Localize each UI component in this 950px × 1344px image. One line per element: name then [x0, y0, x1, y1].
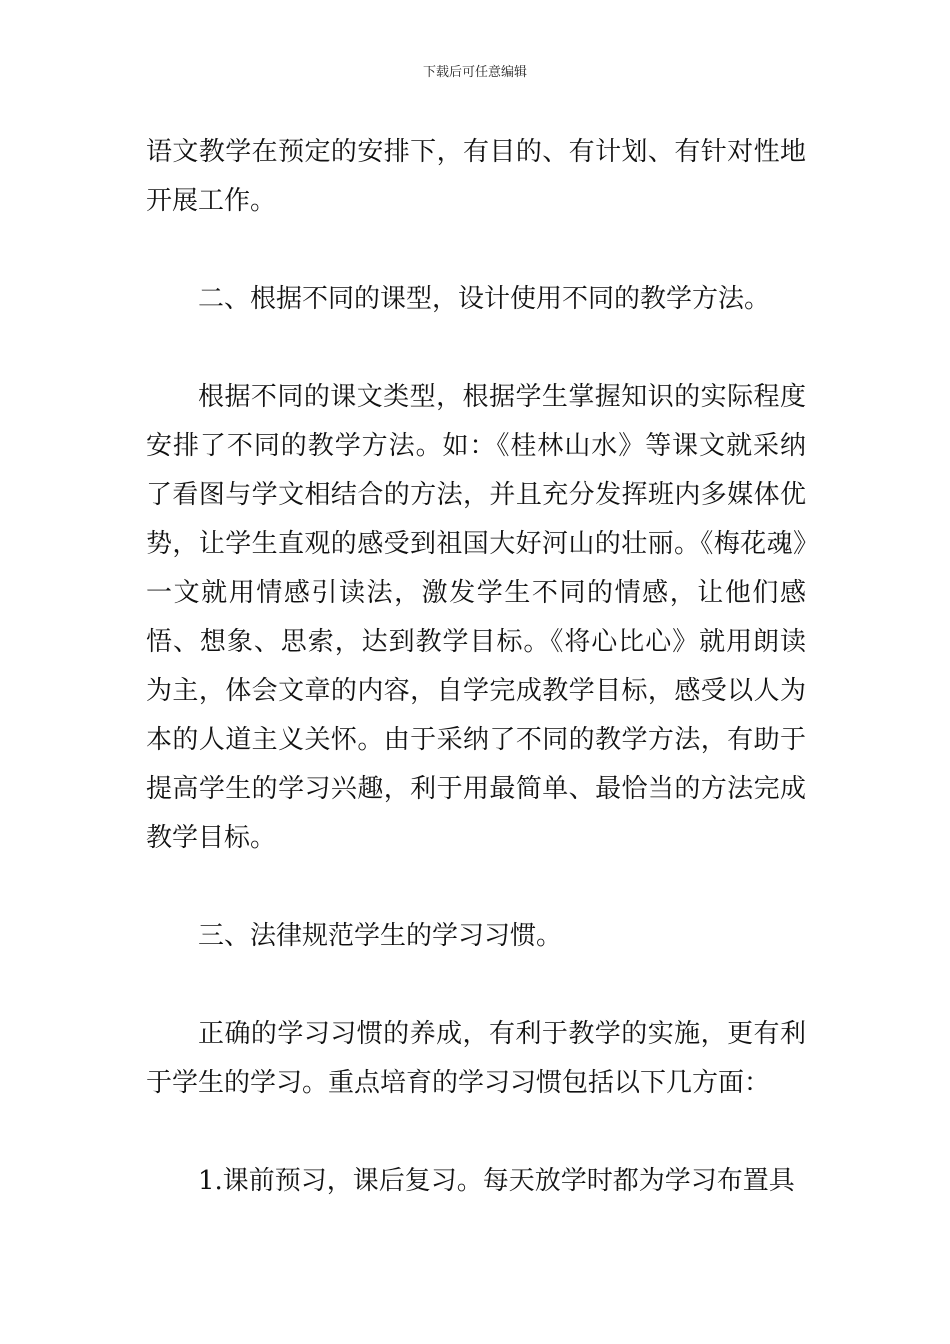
list-item-one: 1.课前预习，课后复习。每天放学时都为学习布置具 [198, 1166, 795, 1196]
document-body [146, 128, 806, 1206]
paragraph-teaching-methods: 根据不同的课文类型，根据学生掌握知识的实际程度安排了不同的教学方法。如：《桂林山水》等课文就采纳了看图与学文相结合的方法，并且充分发挥班内多媒体优势，让学生直观的感受到祖国大好河山的壮丽。《梅花魂》一文就用情感引读法，激发学生不同的情感，让他们感悟、想象、思索，达到教学目标。《将心比心》就用朗读为主，体会文章的内容，自学完成教学目标，感受以人为本的人道主义关怀。由于采纳了不同的教学方法，有助于提高学生的学习兴趣，利于用最简单、最恰当的方法完成教学目标。 [146, 382, 806, 853]
section-heading-three: 三、法律规范学生的学习习惯。 [198, 921, 563, 951]
section-heading-two: 二、根据不同的课型，设计使用不同的教学方法。 [198, 284, 771, 314]
paragraph-study-habits: 正确的学习习惯的养成，有利于教学的实施，更有利于学生的学习。重点培育的学习习惯包括以下几方面： [146, 1019, 806, 1098]
page-header: 下载后可任意编辑 [422, 65, 527, 80]
paragraph-continuation: 语文教学在预定的安排下，有目的、有计划、有针对性地开展工作。 [146, 137, 806, 216]
